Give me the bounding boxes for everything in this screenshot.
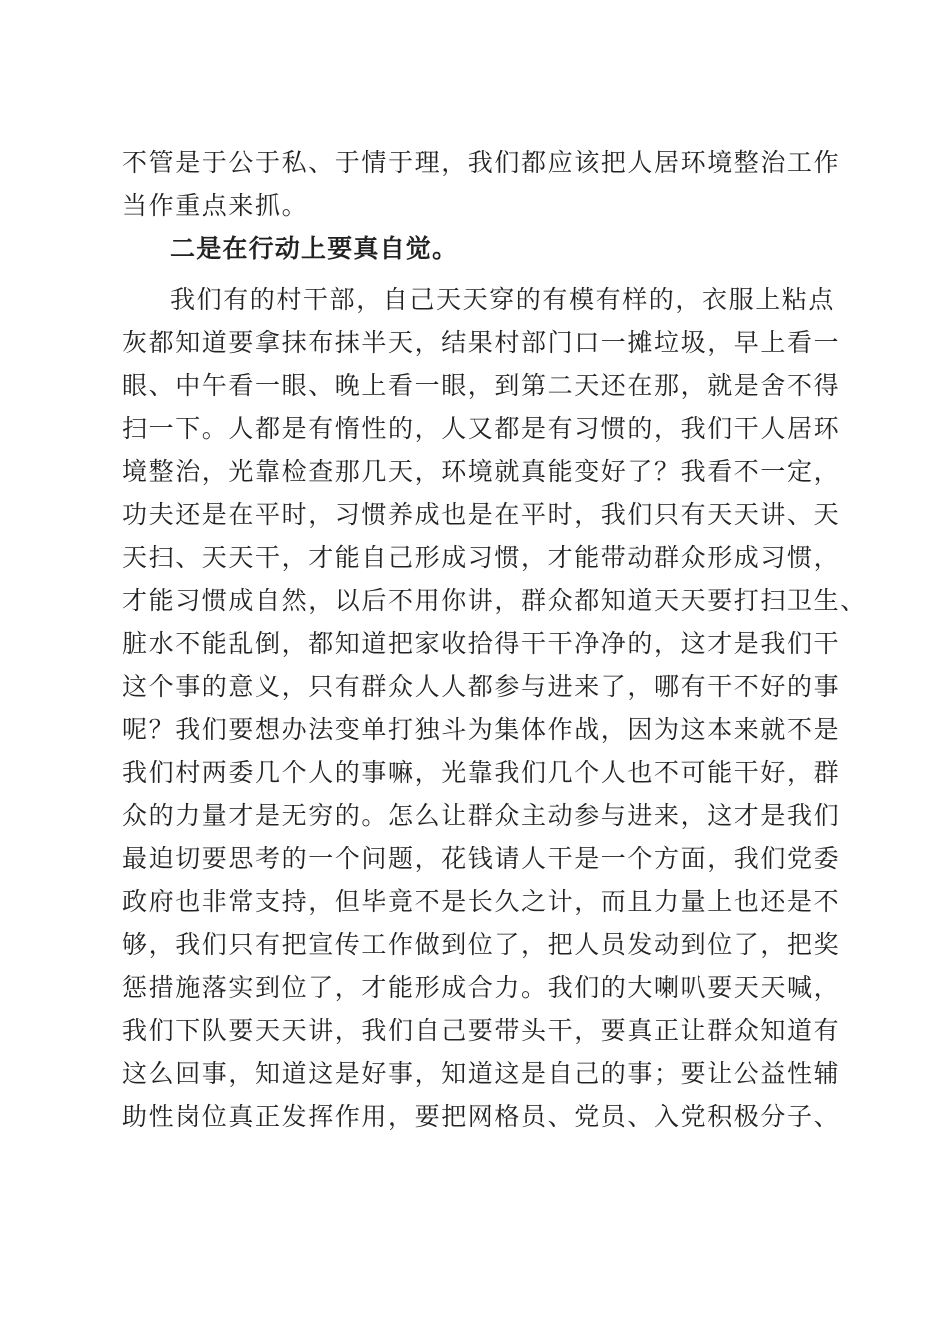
text-line: 灰都知道要拿抹布抹半天，结果村部门口一摊垃圾，早上看一 — [122, 328, 841, 357]
text-line: 眼、中午看一眼、晚上看一眼，到第二天还在那，就是舍不得 — [122, 371, 841, 400]
text-line: 我们有的村干部，自己天天穿的有模有样的，衣服上粘点 — [170, 285, 836, 314]
text-line: 境整治，光靠检查那几天，环境就真能变好了？我看不一定， — [122, 457, 841, 486]
section-heading: 二是在行动上要真自觉。 — [170, 234, 459, 263]
text-line: 我们村两委几个人的事嘛，光靠我们几个人也不可能干好，群 — [122, 758, 841, 787]
text-line: 天扫、天天干，才能自己形成习惯，才能带动群众形成习惯， — [122, 543, 841, 572]
text-line: 我们下队要天天讲，我们自己要带头干，要真正让群众知道有 — [122, 1016, 841, 1045]
text-line: 最迫切要思考的一个问题，花钱请人干是一个方面，我们党委 — [122, 844, 841, 873]
text-line: 惩措施落实到位了，才能形成合力。我们的大喇叭要天天喊， — [122, 973, 841, 1002]
text-line: 功夫还是在平时，习惯养成也是在平时，我们只有天天讲、天 — [122, 500, 841, 529]
text-line: 才能习惯成自然，以后不用你讲，群众都知道天天要打扫卫生、 — [122, 586, 867, 615]
text-line: 脏水不能乱倒，都知道把家收拾得干干净净的，这才是我们干 — [122, 629, 841, 658]
text-line: 众的力量才是无穷的。怎么让群众主动参与进来，这才是我们 — [122, 801, 841, 830]
text-line: 够，我们只有把宣传工作做到位了，把人员发动到位了，把奖 — [122, 930, 841, 959]
text-line: 政府也非常支持，但毕竟不是长久之计，而且力量上也还是不 — [122, 887, 841, 916]
text-line: 这个事的意义，只有群众人人都参与进来了，哪有干不好的事 — [122, 672, 841, 701]
text-line: 助性岗位真正发挥作用，要把网格员、党员、入党积极分子、 — [122, 1102, 841, 1131]
text-line: 这么回事，知道这是好事，知道这是自己的事；要让公益性辅 — [122, 1059, 841, 1088]
text-line: 扫一下。人都是有惰性的，人又都是有习惯的，我们干人居环 — [122, 414, 841, 443]
text-line: 当作重点来抓。 — [122, 191, 309, 220]
text-line: 不管是于公于私、于情于理，我们都应该把人居环境整治工作 — [122, 148, 841, 177]
text-line: 呢？我们要想办法变单打独斗为集体作战，因为这本来就不是 — [122, 715, 841, 744]
